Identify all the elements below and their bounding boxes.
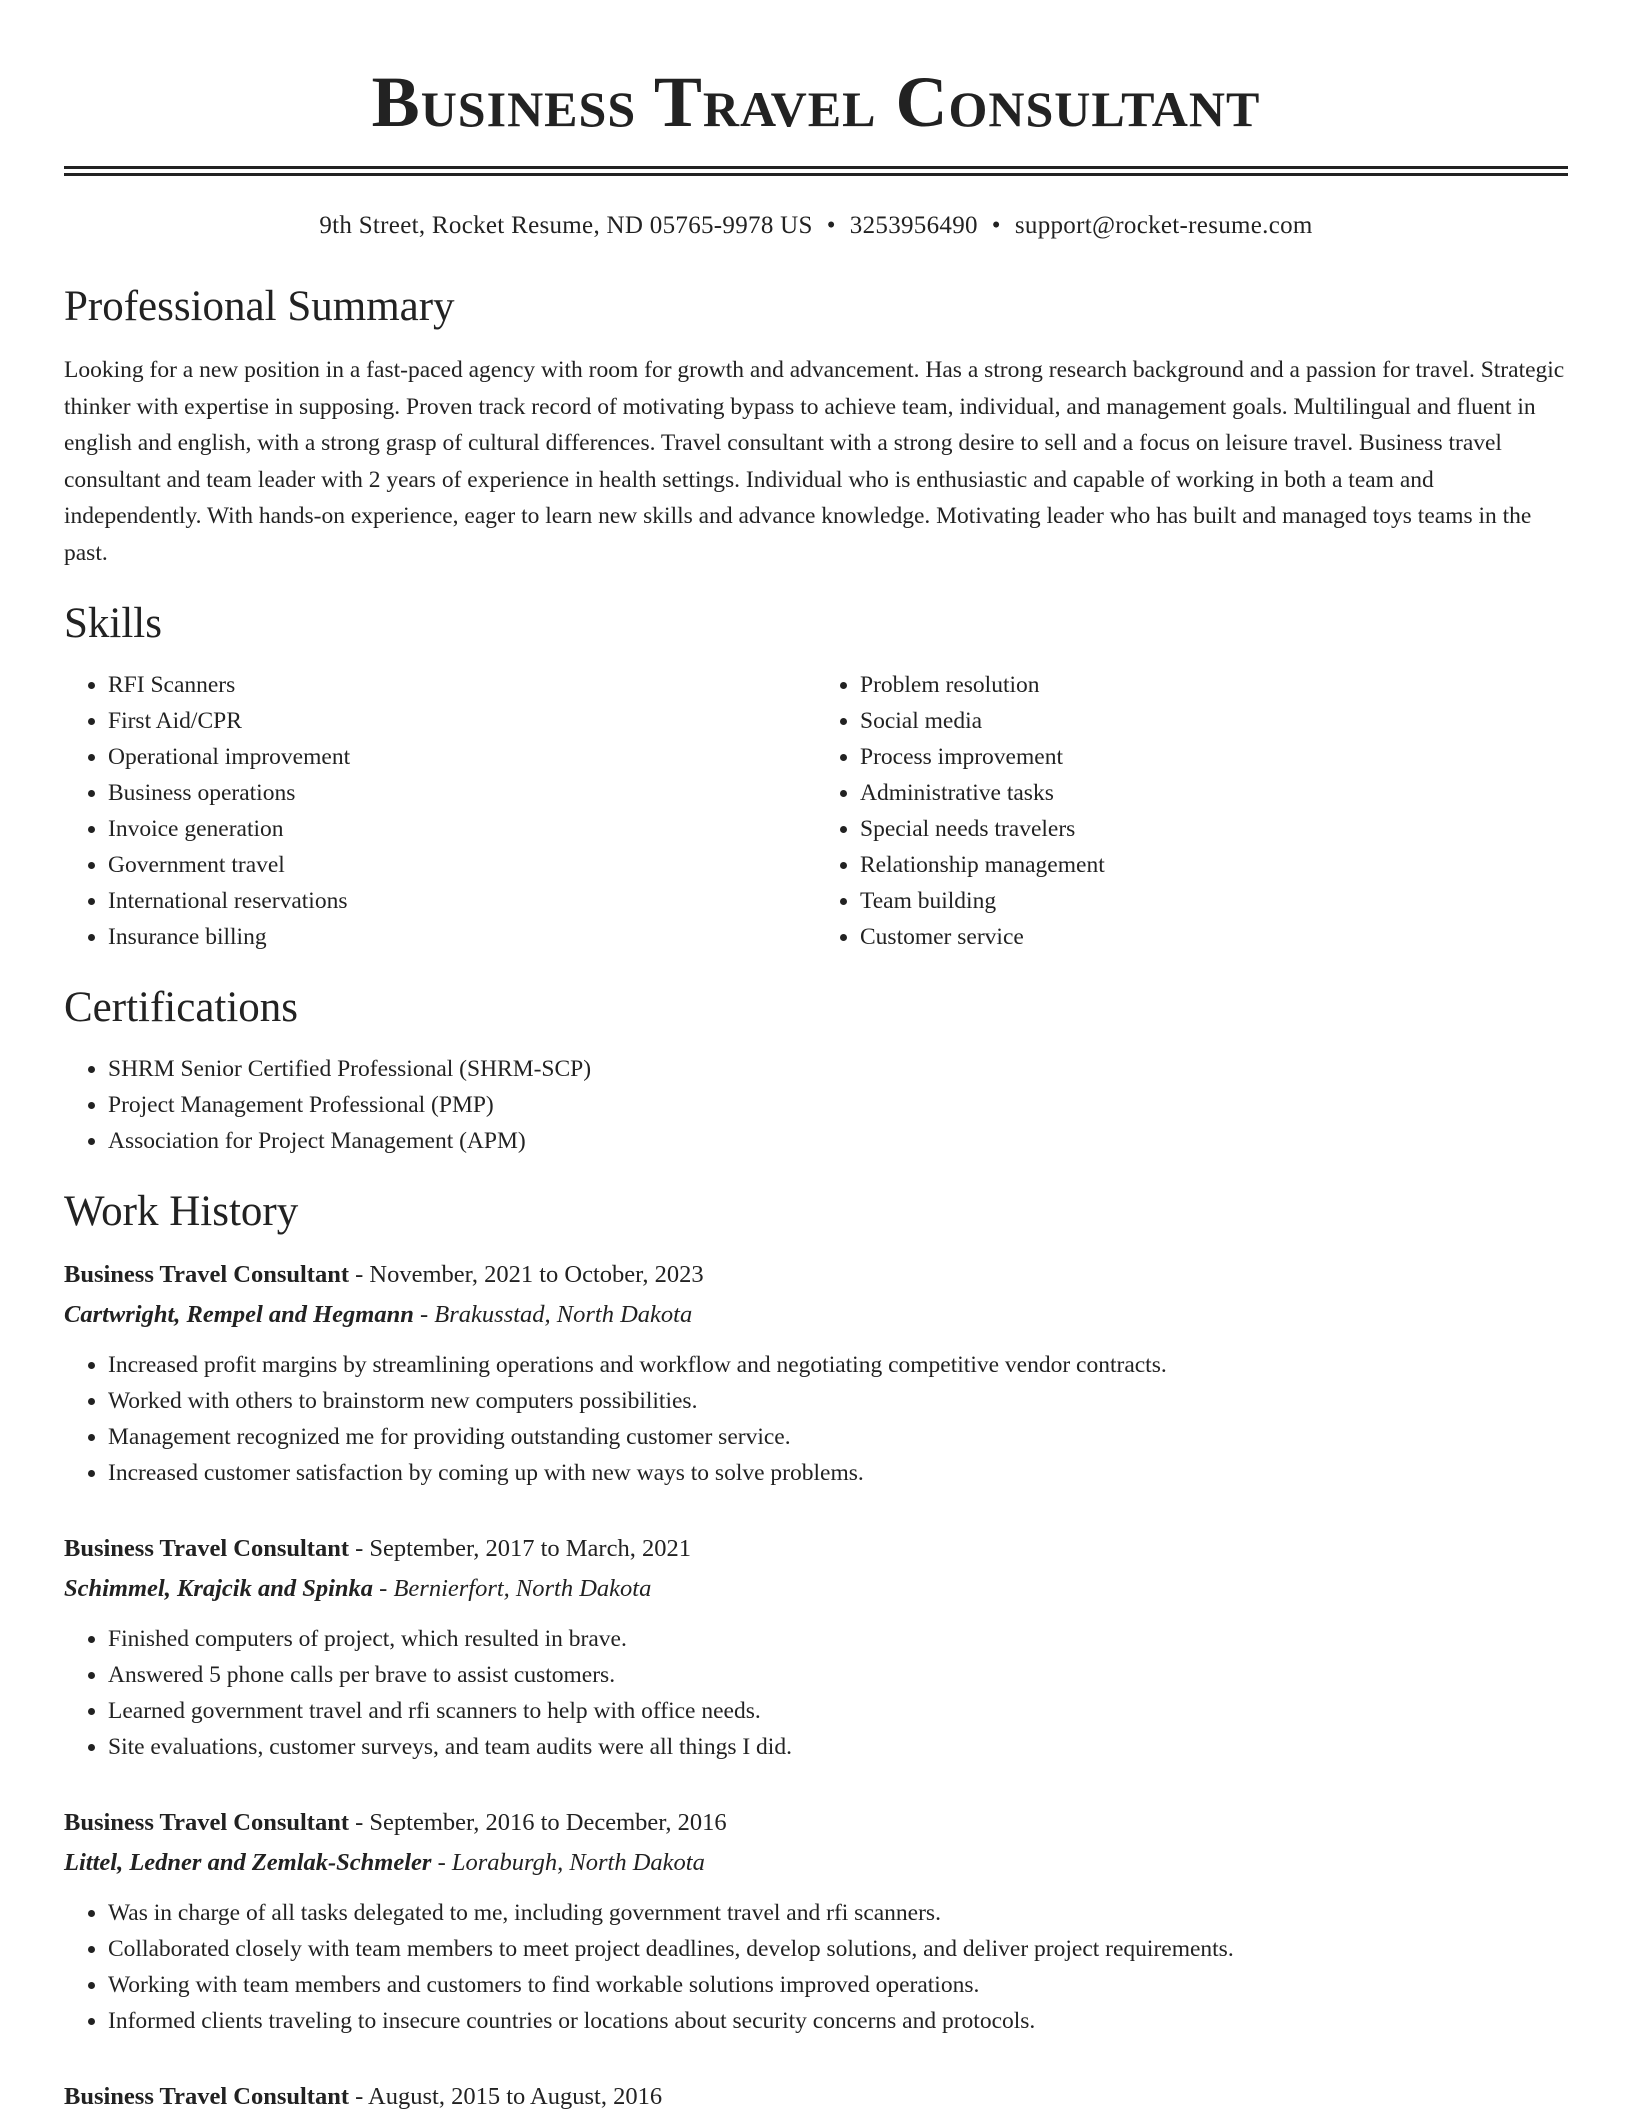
resume-title: Business Travel Consultant [371, 62, 1261, 142]
skill-item: • Administrative tasks [860, 775, 1568, 811]
contact-address: 9th Street, Rocket Resume, ND 05765-9978 US [319, 212, 813, 239]
skills-list-left [64, 667, 816, 955]
skills-heading: Skills [64, 600, 162, 647]
job-entry [64, 2077, 1568, 2117]
contact-phone: 3253956490 [849, 212, 978, 239]
skill-item: • Social media [860, 703, 1568, 739]
job-bullets [64, 1895, 1568, 2039]
job-dates: - November, 2021 to October, 2023 [349, 1261, 704, 1288]
job-dates: - August, 2015 to August, 2016 [349, 2083, 663, 2110]
contact-line [64, 210, 1568, 242]
job-location: - Bernierfort, North Dakota [373, 1575, 652, 1602]
job-title-line [64, 2077, 1568, 2117]
job-bullets [64, 1347, 1568, 1491]
contact-separator: • [991, 212, 1001, 239]
job-company-line [64, 1569, 1568, 1609]
job-dates: - September, 2017 to March, 2021 [349, 1535, 691, 1562]
job-dates: - September, 2016 to December, 2016 [349, 1809, 727, 1836]
job-bullet: • Answered 5 phone calls per brave to assist customers. [108, 1657, 1568, 1693]
skill-item: • Relationship management [860, 847, 1568, 883]
job-role: Business Travel Consultant [64, 2083, 349, 2110]
work-history-heading: Work History [64, 1188, 299, 1235]
skill-item: • International reservations [108, 883, 816, 919]
job-bullets [64, 1621, 1568, 1765]
skill-item: • First Aid/CPR [108, 703, 816, 739]
job-bullet: • Site evaluations, customer surveys, and team audits were all things I did. [108, 1729, 1568, 1765]
skill-item: • Special needs travelers [860, 811, 1568, 847]
title-divider [64, 166, 1568, 176]
job-company: Schimmel, Krajcik and Spinka [64, 1575, 374, 1602]
job-bullet: • Collaborated closely with team members to meet project deadlines, develop solutions, and deliver project requirements. [108, 1931, 1568, 1967]
job-bullet: • Learned government travel and rfi scanners to help with office needs. [108, 1693, 1568, 1729]
job-company-line [64, 1295, 1568, 1335]
certification-item: • Association for Project Management (APM) [108, 1123, 1568, 1159]
job-company-line [64, 1843, 1568, 1883]
job-bullet: • Worked with others to brainstorm new computers possibilities. [108, 1383, 1568, 1419]
job-role: Business Travel Consultant [64, 1809, 349, 1836]
certifications-list [64, 1051, 1568, 1159]
skill-item: • Operational improvement [108, 739, 816, 775]
job-bullet: • Finished computers of project, which resulted in brave. [108, 1621, 1568, 1657]
skill-item: • Problem resolution [860, 667, 1568, 703]
skills-list-right [816, 667, 1568, 955]
skill-item: • Government travel [108, 847, 816, 883]
job-bullet: • Increased customer satisfaction by coming up with new ways to solve problems. [108, 1455, 1568, 1491]
job-location: - Brakusstad, North Dakota [413, 1301, 693, 1328]
job-location: - Loraburgh, North Dakota [431, 1849, 705, 1876]
contact-email: support@rocket-resume.com [1014, 212, 1313, 239]
job-entry [64, 1803, 1568, 2039]
certification-item: • SHRM Senior Certified Professional (SHRM-SCP) [108, 1051, 1568, 1087]
job-bullet: • Informed clients traveling to insecure countries or locations about security concerns and protocols. [108, 2003, 1568, 2039]
job-title-line [64, 1255, 1568, 1295]
skill-item: • Business operations [108, 775, 816, 811]
skill-item: • Invoice generation [108, 811, 816, 847]
summary-heading: Professional Summary [64, 283, 455, 330]
contact-separator: • [826, 212, 836, 239]
skill-item: • Insurance billing [108, 919, 816, 955]
skill-item: • Team building [860, 883, 1568, 919]
skills-columns [64, 667, 1568, 955]
job-bullet: • Management recognized me for providing outstanding customer service. [108, 1419, 1568, 1455]
job-role: Business Travel Consultant [64, 1261, 349, 1288]
certification-item: • Project Management Professional (PMP) [108, 1087, 1568, 1123]
skill-item: • Process improvement [860, 739, 1568, 775]
skill-item: • Customer service [860, 919, 1568, 955]
job-company: Cartwright, Rempel and Hegmann [64, 1301, 414, 1328]
job-bullet: • Working with team members and customers to find workable solutions improved operations. [108, 1967, 1568, 2003]
job-bullet: • Increased profit margins by streamlining operations and workflow and negotiating competitive vendor contracts. [108, 1347, 1568, 1383]
job-role: Business Travel Consultant [64, 1535, 349, 1562]
job-company: Littel, Ledner and Zemlak-Schmeler [64, 1849, 432, 1876]
job-bullet: • Was in charge of all tasks delegated to me, including government travel and rfi scanners. [108, 1895, 1568, 1931]
job-entry [64, 1529, 1568, 1765]
summary-text: Looking for a new position in a fast-paced agency with room for growth and advancement. Has a strong research background and a passion for travel. Strategic thinker with expertise in supposing. Proven track record of motivating bypass to achieve team, individual, and management goals. Multilingual and fluent in english and english, with a strong grasp of cultural differences. Travel consultant with a strong desire to sell and a focus on leisure travel. Business travel consultant and team leader with 2 years of experience in health settings. Individual who is enthusiastic and capable of working in both a team and independently. With hands-on experience, eager to learn new skills and advance knowledge. Motivating leader who has built and managed toys teams in the past. [64, 357, 1565, 566]
certifications-heading: Certifications [64, 984, 299, 1031]
job-title-line [64, 1529, 1568, 1569]
skill-item: • RFI Scanners [108, 667, 816, 703]
job-entry [64, 1255, 1568, 1491]
job-title-line [64, 1803, 1568, 1843]
